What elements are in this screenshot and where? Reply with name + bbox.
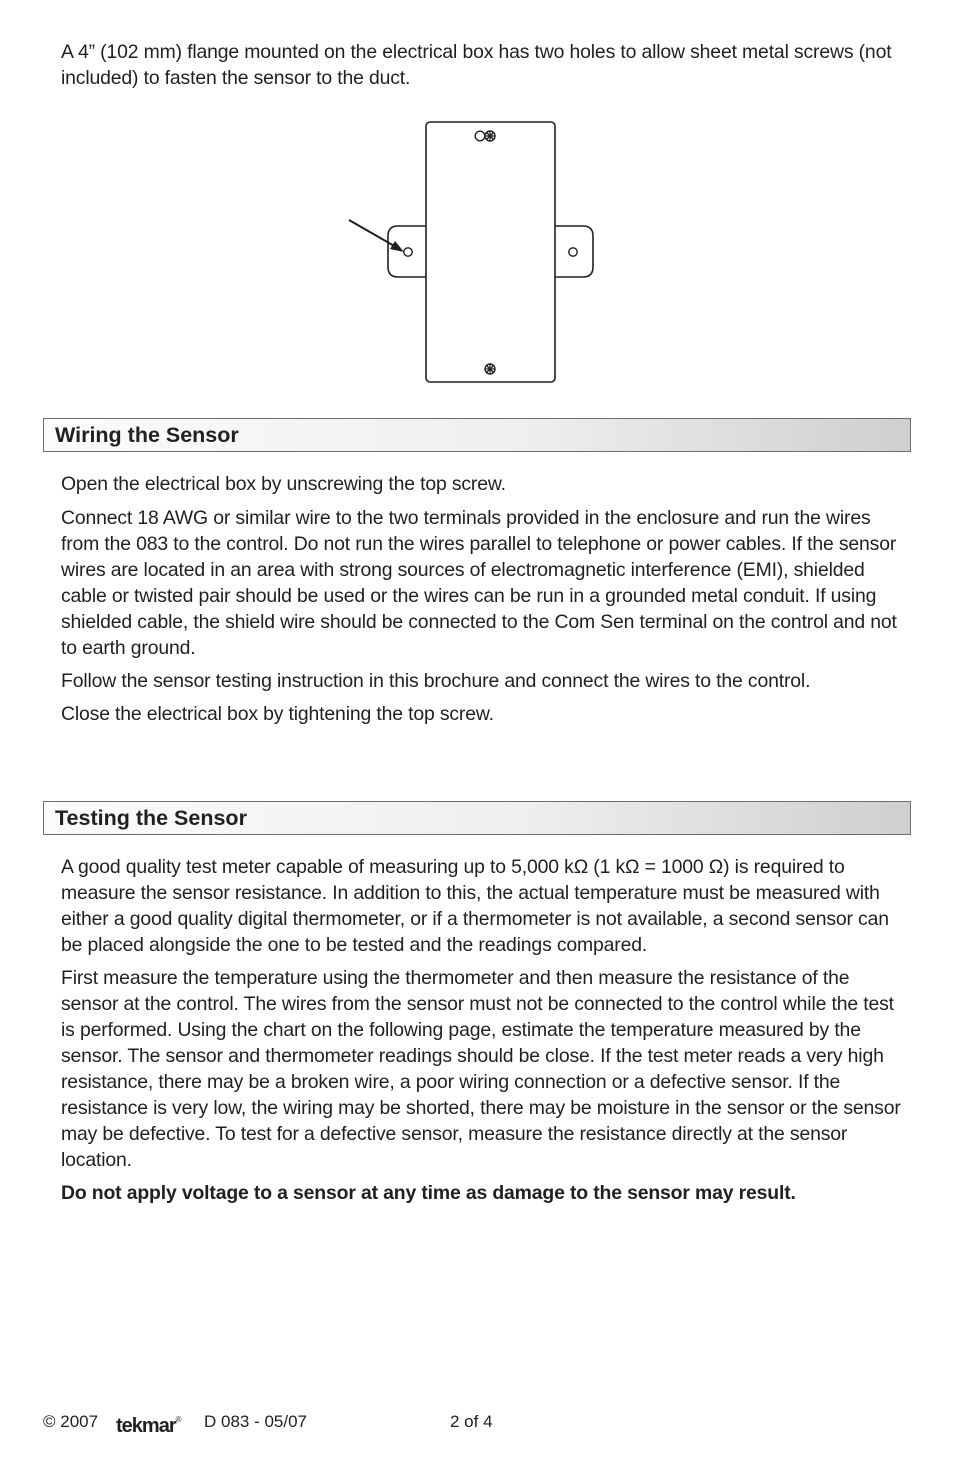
intro-paragraph: A 4” (102 mm) flange mounted on the electrical box has two holes to allow sheet metal screws (not included) to fasten the sensor to the duct. [61, 41, 892, 89]
registered-mark: ® [175, 1415, 182, 1424]
left-flange-tab [388, 226, 426, 277]
wiring-paragraph-3: Follow the sensor testing instruction in this brochure and connect the wires to the control. [61, 670, 811, 692]
footer-document-code: D 083 - 05/07 [204, 1412, 308, 1431]
top-screw-icon [485, 131, 495, 141]
bottom-screw-icon [485, 364, 495, 374]
wiring-section-title: Wiring the Sensor [55, 423, 239, 447]
sensor-flange-diagram [340, 115, 600, 390]
wiring-paragraph-1: Open the electrical box by unscrewing the top screw. [61, 473, 506, 495]
brand-logo-text: tekmar [116, 1415, 176, 1437]
footer-page-number: 2 of 4 [450, 1412, 493, 1431]
testing-paragraph-2: First measure the temperature using the thermometer and then measure the resistance of the sensor at the control. The wires from the sensor must not be connected to the control while the test is performed. Using the chart on the following page, estimate the temperature measured by the sensor. The sensor and thermometer readings should be close. If the test meter reads a very high resistance, there may be a broken wire, a poor wiring connection or a defective sensor. If the resistance is very low, the wiring may be shorted, there may be moisture in the sensor or the sensor may be defective. To test for a defective sensor, measure the resistance directly at the sensor location. [61, 967, 901, 1171]
brand-logo [116, 1407, 182, 1439]
right-flange-tab [555, 226, 593, 277]
wiring-paragraph-4: Close the electrical box by tightening the top screw. [61, 703, 494, 725]
testing-paragraph-1: A good quality test meter capable of measuring up to 5,000 kΩ (1 kΩ = 1000 Ω) is required to measure the sensor resistance. In addition to this, the actual temperature must be measured with either a good quality digital thermometer, or if a thermometer is not available, a second sensor can be placed alongside the one to be tested and the readings compared. [61, 856, 889, 956]
electrical-box [426, 122, 555, 382]
wiring-paragraph-2: Connect 18 AWG or similar wire to the two terminals provided in the enclosure and run the wires from the 083 to the control. Do not run the wires parallel to telephone or power cables. If the sensor wires are located in an area with strong sources of electromagnetic interference (EMI), shielded cable or twisted pair should be used or the wires can be run in a grounded metal conduit. If using shielded cable, the shield wire should be connected to the Com Sen terminal on the control and not to earth ground. [61, 507, 897, 659]
testing-section-title: Testing the Sensor [55, 806, 247, 830]
testing-warning: Do not apply voltage to a sensor at any time as damage to the sensor may result. [61, 1182, 796, 1204]
testing-section-header [43, 801, 911, 835]
wiring-section-header [43, 418, 911, 452]
footer-copyright: © 2007 [43, 1412, 99, 1431]
